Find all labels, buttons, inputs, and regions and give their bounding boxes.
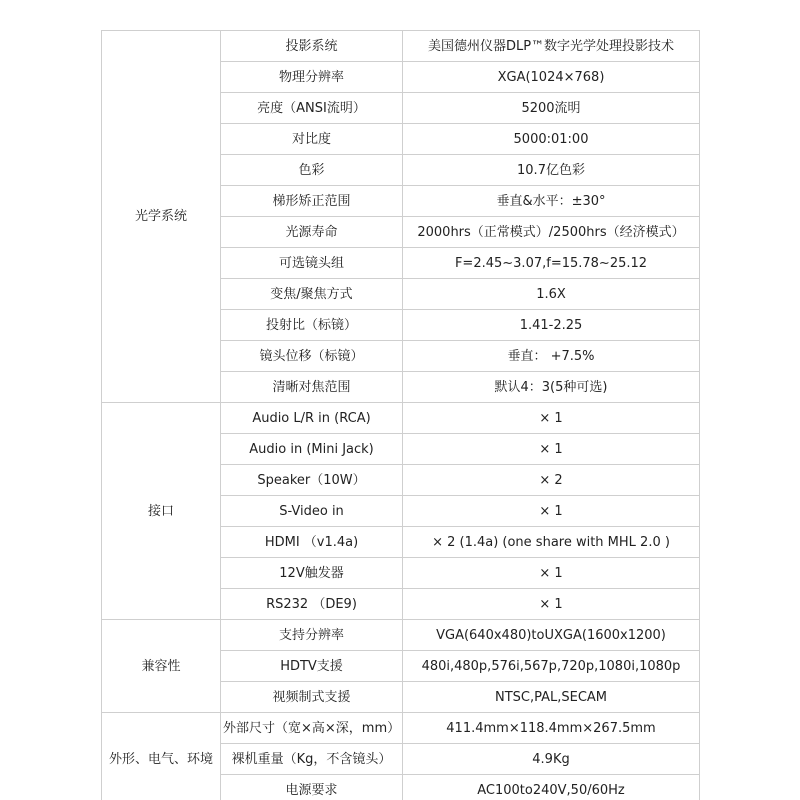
param-value: F=2.45~3.07,f=15.78~25.12 <box>403 248 700 279</box>
param-value: 5000:01:00 <box>403 124 700 155</box>
param-value: 2000hrs（正常模式）/2500hrs（经济模式） <box>403 217 700 248</box>
param-label: 亮度（ANSI流明） <box>221 93 403 124</box>
param-label: 视频制式支援 <box>221 682 403 713</box>
param-label: 投影系统 <box>221 31 403 62</box>
param-value: × 2 <box>403 465 700 496</box>
param-label: Speaker（10W） <box>221 465 403 496</box>
param-label: S-Video in <box>221 496 403 527</box>
param-value: AC100to240V,50/60Hz <box>403 775 700 800</box>
param-label: 色彩 <box>221 155 403 186</box>
param-value: 480i,480p,576i,567p,720p,1080i,1080p <box>403 651 700 682</box>
param-value: XGA(1024×768) <box>403 62 700 93</box>
param-value: × 1 <box>403 589 700 620</box>
param-value: 美国德州仪器DLP™数字光学处理投影技术 <box>403 31 700 62</box>
param-value: × 1 <box>403 558 700 589</box>
param-value: 1.41-2.25 <box>403 310 700 341</box>
param-label: 12V触发器 <box>221 558 403 589</box>
table-row <box>102 31 700 62</box>
param-label: 清晰对焦范围 <box>221 372 403 403</box>
param-value: × 1 <box>403 434 700 465</box>
param-label: 物理分辨率 <box>221 62 403 93</box>
param-label: 梯形矫正范围 <box>221 186 403 217</box>
param-value: × 1 <box>403 403 700 434</box>
param-label: 对比度 <box>221 124 403 155</box>
param-value: 5200流明 <box>403 93 700 124</box>
param-label: 外部尺寸（宽×高×深，mm） <box>221 713 403 744</box>
param-value: NTSC,PAL,SECAM <box>403 682 700 713</box>
table-row <box>102 403 700 434</box>
param-label: 支持分辨率 <box>221 620 403 651</box>
param-label: Audio in (Mini Jack) <box>221 434 403 465</box>
param-label: 光源寿命 <box>221 217 403 248</box>
param-label: 裸机重量（Kg，不含镜头） <box>221 744 403 775</box>
param-label: 变焦/聚焦方式 <box>221 279 403 310</box>
param-value: 默认4：3(5种可选) <box>403 372 700 403</box>
param-label: 电源要求 <box>221 775 403 800</box>
param-value: 1.6X <box>403 279 700 310</box>
param-value: 垂直&水平：±30° <box>403 186 700 217</box>
param-value: VGA(640x480)toUXGA(1600x1200) <box>403 620 700 651</box>
param-value: × 2 (1.4a) (one share with MHL 2.0 ) <box>403 527 700 558</box>
param-label: 可选镜头组 <box>221 248 403 279</box>
group-label: 光学系统 <box>102 31 221 403</box>
spec-table <box>101 30 700 800</box>
param-value: 4.9Kg <box>403 744 700 775</box>
param-value: × 1 <box>403 496 700 527</box>
param-label: HDTV支援 <box>221 651 403 682</box>
param-label: 投射比（标镜） <box>221 310 403 341</box>
table-row <box>102 713 700 744</box>
param-label: 镜头位移（标镜） <box>221 341 403 372</box>
group-label: 兼容性 <box>102 620 221 713</box>
param-value: 411.4mm×118.4mm×267.5mm <box>403 713 700 744</box>
param-label: HDMI （v1.4a) <box>221 527 403 558</box>
group-label: 外形、电气、环境 <box>102 713 221 800</box>
group-label: 接口 <box>102 403 221 620</box>
spec-table-body <box>102 31 700 800</box>
param-label: Audio L/R in (RCA) <box>221 403 403 434</box>
param-label: RS232 （DE9) <box>221 589 403 620</box>
param-value: 10.7亿色彩 <box>403 155 700 186</box>
table-row <box>102 620 700 651</box>
param-value: 垂直： +7.5% <box>403 341 700 372</box>
